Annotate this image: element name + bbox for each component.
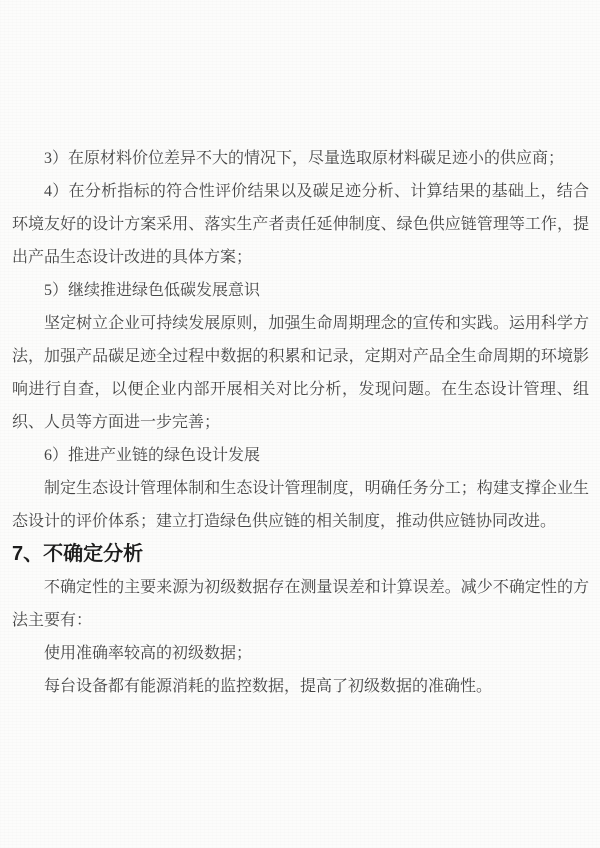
paragraph-item-6-title: 6）推进产业链的绿色设计发展	[44, 447, 261, 464]
section-heading-uncertainty-analysis: 7、不确定分析	[12, 543, 144, 565]
paragraph-item-6-body: 制定生态设计管理体制和生态设计管理制度，明确任务分工；构建支撑企业生态设计的评价体系；建立打造绿色供应链的相关制度，推动供应链协同改进。	[12, 480, 589, 530]
paragraph-uncertainty-sources: 不确定性的主要来源为初级数据存在测量误差和计算误差。减少不确定性的方法主要有：	[12, 579, 589, 629]
paragraph-method-primary-data: 使用准确率较高的初级数据；	[44, 645, 253, 662]
paragraph-item-5-body: 坚定树立企业可持续发展原则，加强生命周期理念的宣传和实践。运用科学方法，加强产品碳足迹全过程中数据的积累和记录，定期对产品全生命周期的环境影响进行自查，以便企业内部开展相关对比分析，发现问题。在生态设计管理、组织、人员等方面进一步完善；	[12, 315, 589, 431]
paragraph-method-energy-monitoring: 每台设备都有能源消耗的监控数据，提高了初级数据的准确性。	[44, 678, 493, 695]
paragraph-supplier-selection: 3）在原材料价位差异不大的情况下，尽量选取原材料碳足迹小的供应商；	[44, 150, 565, 167]
paragraph-item-5-title: 5）继续推进绿色低碳发展意识	[44, 282, 261, 299]
paragraph-eco-design-improvement-plan: 4）在分析指标的符合性评价结果以及碳足迹分析、计算结果的基础上，结合环境友好的设计方案采用、落实生产者责任延伸制度、绿色供应链管理等工作，提出产品生态设计改进的具体方案；	[12, 183, 589, 266]
